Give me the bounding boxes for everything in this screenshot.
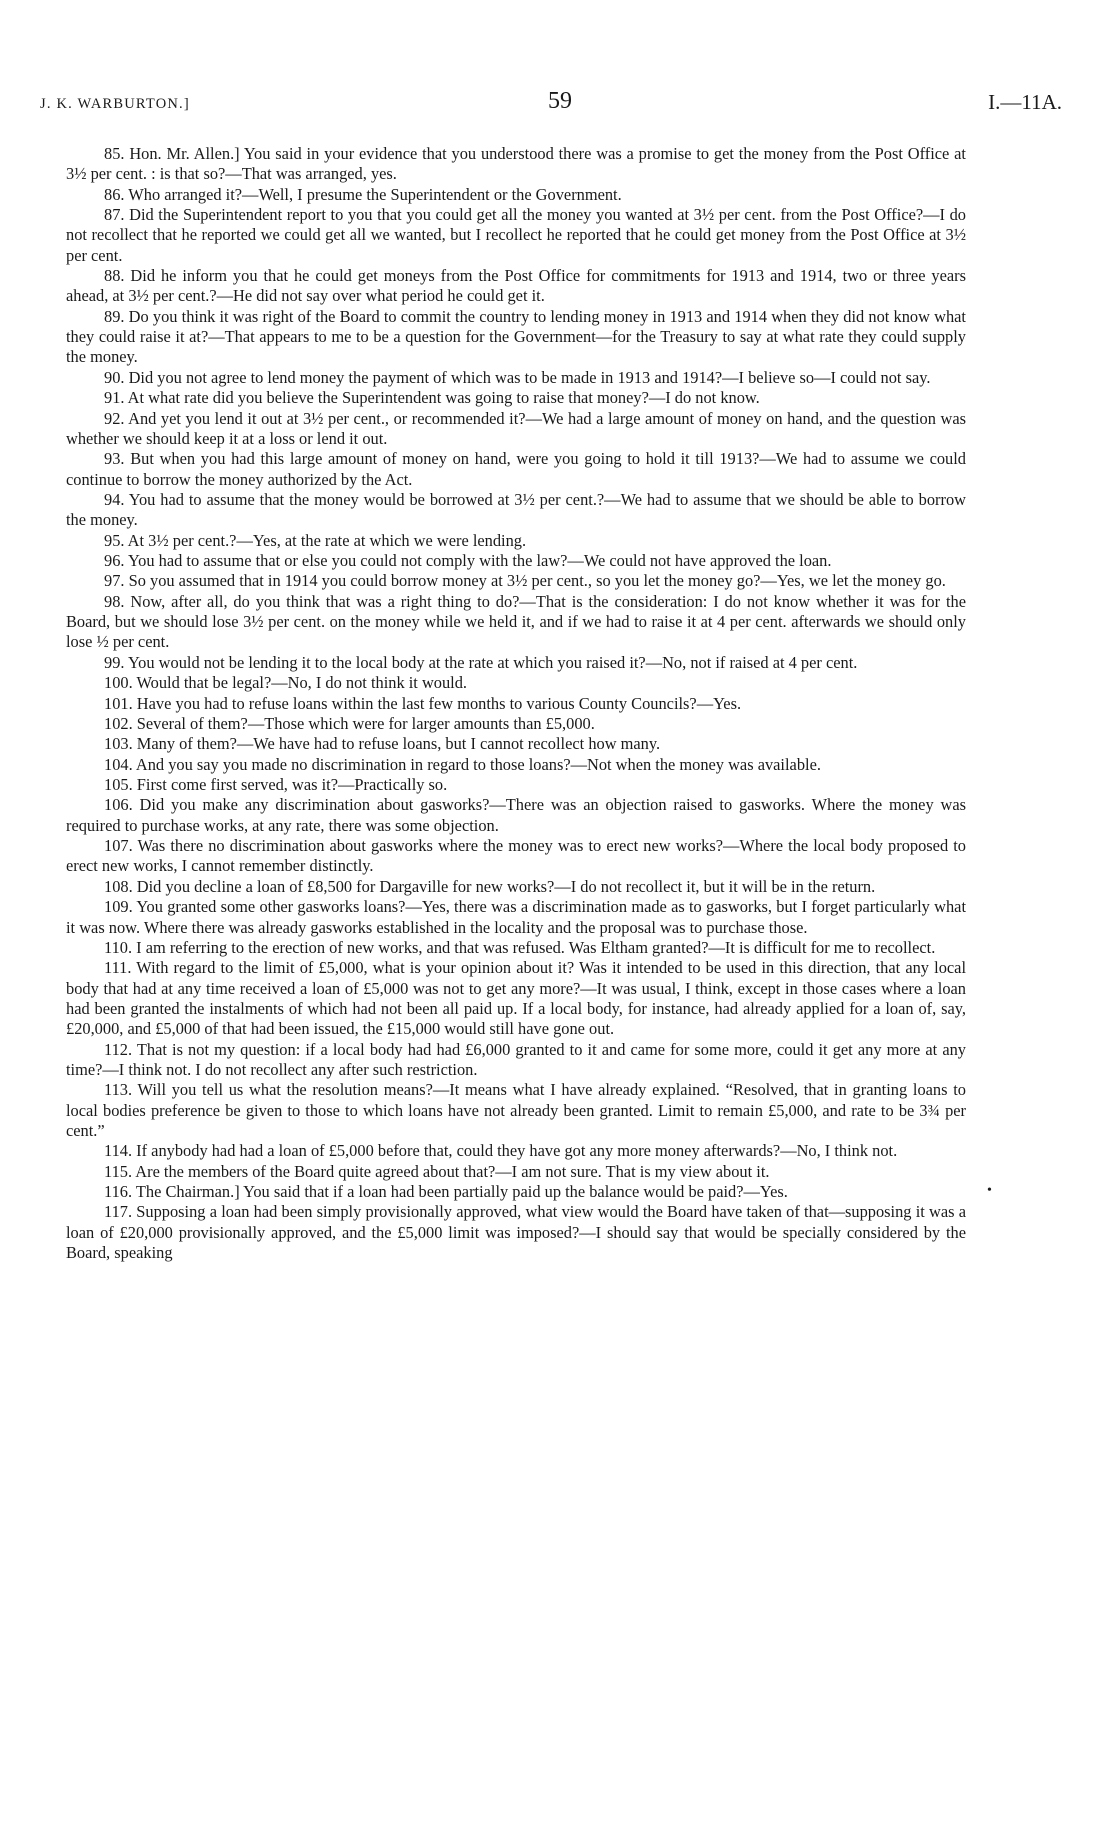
paragraph-112: 112. That is not my question: if a local body had had £6,000 granted to it and came for some more, could it get any more at any time?—I think not. I do not recollect any after such restriction. [66, 1039, 966, 1079]
paragraph-100: 100. Would that be legal?—No, I do not think it would. [104, 673, 468, 693]
paragraph-111: 111. With regard to the limit of £5,000, what is your opinion about it? Was it intended to be used in this direction, that any local body that had at any time received a loan of £5,000 was not to get any more?—It was usual, I think, except in those cases where a loan had been granted the instalments of which had not been all paid up. If a local body, for instance, had already applied for a loan of, say, £20,000, and £5,000 of that had been issued, the £15,000 would still have gone out. [66, 958, 966, 1039]
paragraph-93: 93. But when you had this large amount of money on hand, were you going to hold it till 1913?—We had to assume we could continue to borrow the money authorized by the Act. [66, 449, 966, 489]
paragraph-104: 104. And you say you made no discrimination in regard to those loans?—Not when the money was available. [104, 754, 821, 774]
paragraph-116: 116. The Chairman.] You said that if a loan had been partially paid up the balance would be paid?—Yes. [104, 1182, 788, 1202]
paragraph-97: 97. So you assumed that in 1914 you could borrow money at 3½ per cent., so you let the money go?—Yes, we let the money go. [104, 571, 946, 591]
paragraph-85: 85. Hon. Mr. Allen.] You said in your evidence that you understood there was a promise to get the money from the Post Office at 3½ per cent. : is that so?—That was arranged, yes. [66, 144, 966, 184]
paragraph-86: 86. Who arranged it?—Well, I presume the Superintendent or the Government. [104, 184, 622, 204]
paragraph-96: 96. You had to assume that or else you could not comply with the law?—We could not have approved the loan. [104, 550, 832, 570]
paragraph-99: 99. You would not be lending it to the local body at the rate at which you raised it?—No, not if raised at 4 per cent. [104, 652, 858, 672]
paragraph-115: 115. Are the members of the Board quite agreed about that?—I am not sure. That is my view about it. [104, 1161, 770, 1181]
paragraph-88: 88. Did he inform you that he could get moneys from the Post Office for commitments for 1913 and 1914, two or three years ahead, at 3½ per cent.?—He did not say over what period he could get it. [66, 266, 966, 306]
paragraph-114: 114. If anybody had had a loan of £5,000 before that, could they have got any more money afterwards?—No, I think not. [104, 1141, 898, 1161]
paragraph-110: 110. I am referring to the erection of new works, and that was refused. Was Eltham granted?—It is difficult for me to recollect. [104, 937, 936, 957]
page-number: 59 [548, 88, 572, 114]
paragraph-117: 117. Supposing a loan had been simply provisionally approved, what view would the Board have taken of that—supposing it was a loan of £20,000 provisionally approved, and the £5,000 limit was imposed?—I should say that would be specially considered by the Board, speaking [66, 1202, 966, 1263]
paragraph-101: 101. Have you had to refuse loans within the last few months to various County Councils?—Yes. [104, 693, 742, 713]
paragraph-108: 108. Did you decline a loan of £8,500 for Dargaville for new works?—I do not recollect it, but it will be in the return. [104, 876, 876, 896]
paragraph-109: 109. You granted some other gasworks loans?—Yes, there was a discrimination made as to gasworks, but I forget particularly what it was now. Where there was already gasworks established in the locality and the proposal was to purchase those. [66, 897, 966, 937]
margin-mark: • [987, 1183, 992, 1198]
paragraph-94: 94. You had to assume that the money would be borrowed at 3½ per cent.?—We had to assume that we should be able to borrow the money. [66, 489, 966, 530]
witness-name: J. K. WARBURTON.] [40, 96, 190, 112]
paragraph-87: 87. Did the Superintendent report to you that you could get all the money you wanted at 3½ per cent. from the Post Office?—I do not recollect that he reported we could get all we wanted, but I recollect he reported that he could get money from the Post Office at 3½ per cent. [66, 205, 966, 265]
paragraph-89: 89. Do you think it was right of the Board to commit the country to lending money in 1913 and 1914 when they did not know what they could raise it at?—That appears to me to be a question for the Government—for the Treasury to say at what rate they could supply the money. [66, 306, 966, 367]
paragraph-107: 107. Was there no discrimination about gasworks where the money was to erect new works?—Where the local body proposed to erect new works, I cannot remember distinctly. [66, 836, 966, 876]
document-reference: I.—11A. [988, 90, 1062, 114]
paragraph-105: 105. First come first served, was it?—Practically so. [104, 775, 448, 795]
paragraph-106: 106. Did you make any discrimination about gasworks?—There was an objection raised to gasworks. Where the money was required to purchase works, at any rate, there was some objection. [66, 795, 966, 835]
paragraph-113: 113. Will you tell us what the resolution means?—It means what I have already explained. “Resolved, that in granting loans to local bodies preference be given to those to which loans have not already been granted. Limit to remain £5,000, and rate to be 3¾ per cent.” [66, 1080, 966, 1140]
paragraph-92: 92. And yet you lend it out at 3½ per cent., or recommended it?—We had a large amount of money on hand, and the question was whether we should keep it at a loss or lend it out. [66, 408, 966, 448]
paragraph-91: 91. At what rate did you believe the Superintendent was going to raise that money?—I do not know. [104, 388, 760, 408]
evidence-text [66, 144, 966, 1263]
page-header [40, 88, 1062, 118]
paragraph-95: 95. At 3½ per cent.?—Yes, at the rate at which we were lending. [104, 530, 527, 550]
paragraph-90: 90. Did you not agree to lend money the payment of which was to be made in 1913 and 1914?—I believe so—I could not say. [104, 367, 931, 387]
paragraph-102: 102. Several of them?—Those which were for larger amounts than £5,000. [104, 713, 595, 733]
paragraph-103: 103. Many of them?—We have had to refuse loans, but I cannot recollect how many. [104, 734, 661, 754]
paragraph-98: 98. Now, after all, do you think that was a right thing to do?—That is the consideration: I do not know whether it was for the Board, but we should lose 3½ per cent. on the money while we held it, and if we had to raise it at 4 per cent. afterwards we should only lose ½ per cent. [66, 591, 966, 652]
